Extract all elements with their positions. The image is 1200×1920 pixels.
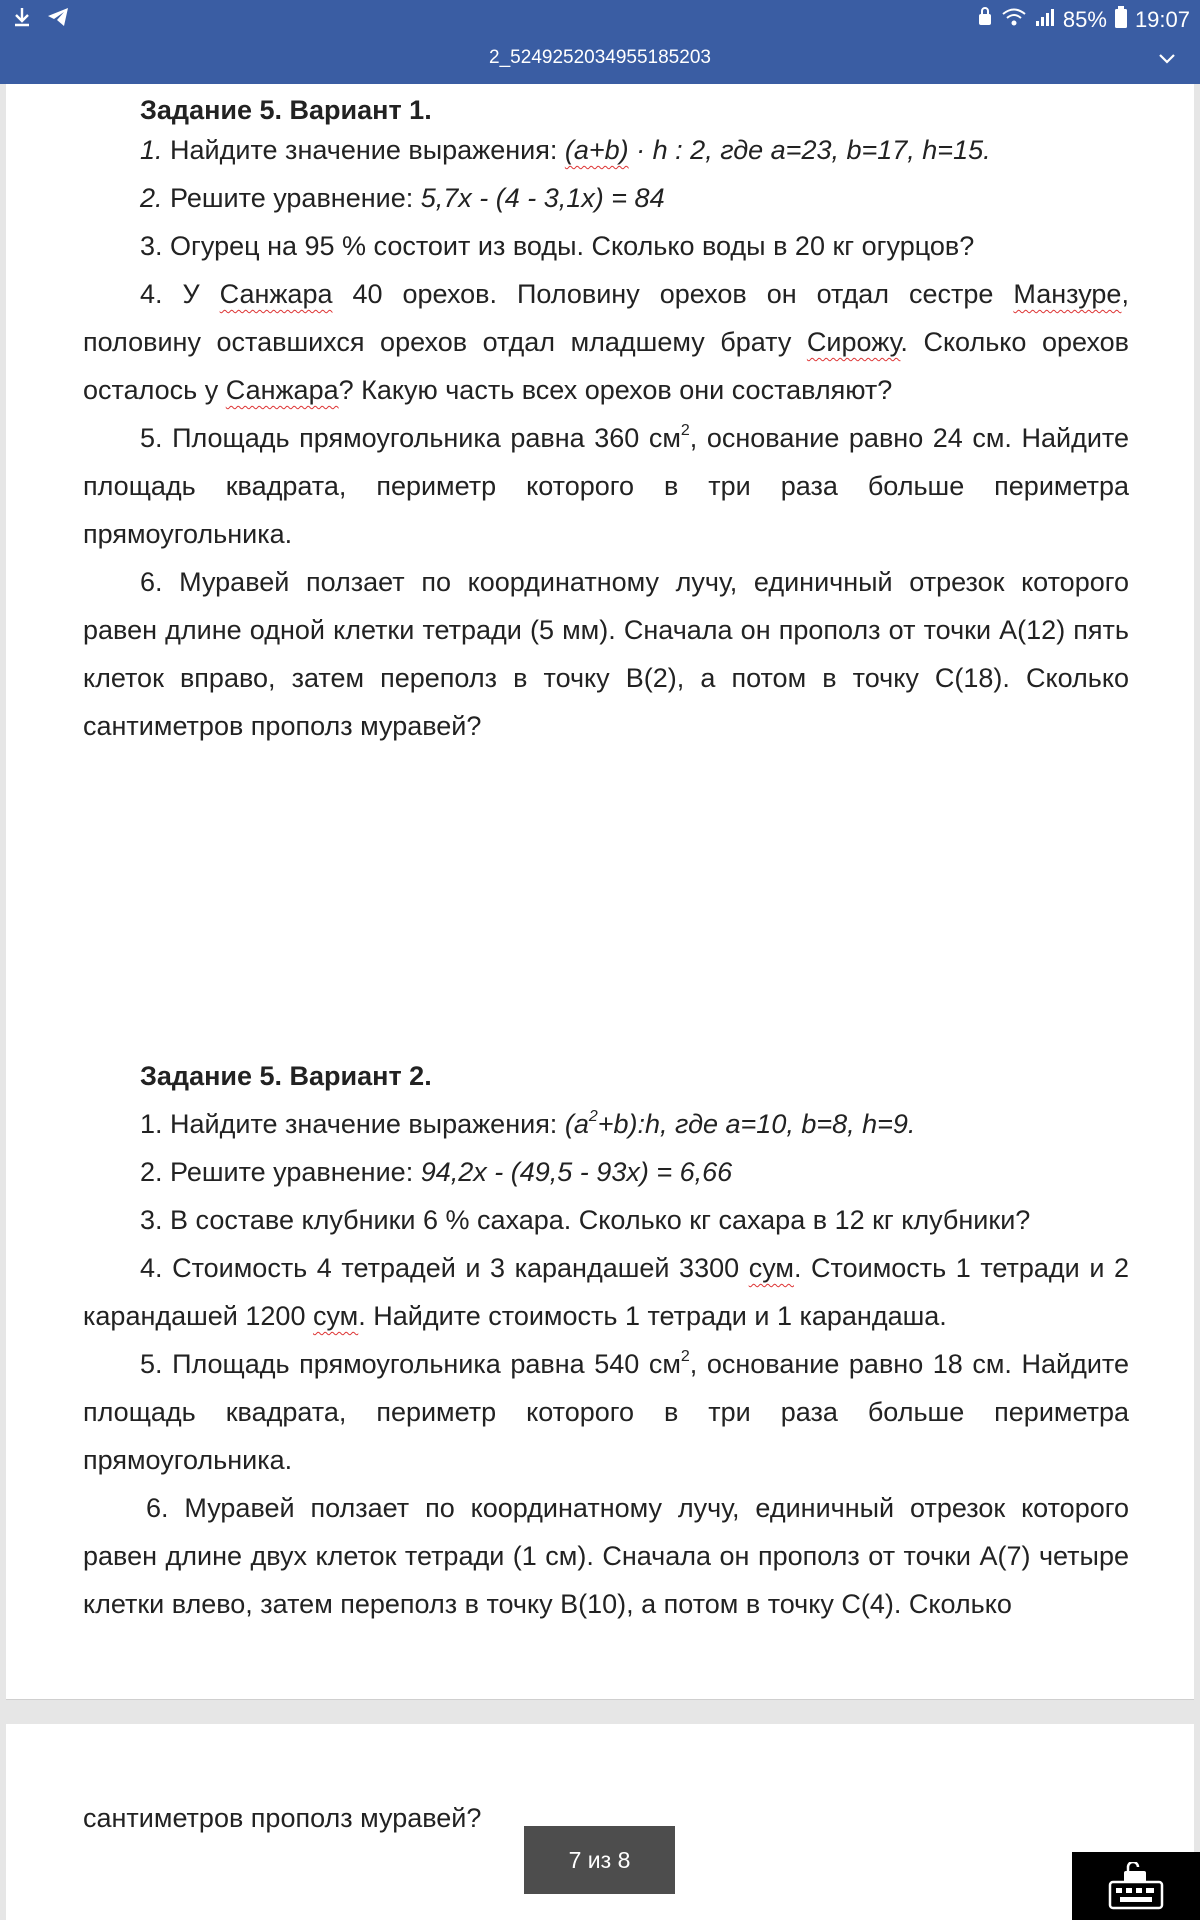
document-title-bar[interactable]	[0, 40, 1200, 84]
variant2-task6-continuation: сантиметров прополз муравей?	[83, 1803, 482, 1833]
document-title: 2_5249252034955185203	[489, 47, 711, 68]
signal-icon	[1035, 7, 1055, 33]
variant1-task4: 4. У Санжара 40 орехов. Половину орехов он отдал сестре Манзуре, половину оставшихся орехов отдал младшему брату Сирожу. Сколько орехов осталось у Санжара? Какую часть всех орехов они составляют?	[83, 279, 1129, 405]
variant1-task2: 2. Решите уравнение: 5,7x - (4 - 3,1x) = 84	[140, 183, 665, 213]
variant1-task3: 3. Огурец на 95 % состоит из воды. Сколько воды в 20 кг огурцов?	[140, 231, 975, 261]
chevron-down-icon[interactable]	[1156, 46, 1178, 82]
wifi-icon	[1001, 7, 1027, 33]
variant2-task1: 1. Найдите значение выражения: $(a^2+b):h$, где a=10, b=8, h=9.	[140, 1108, 916, 1139]
clock: 19:07	[1134, 7, 1190, 32]
status-bar	[0, 0, 1200, 40]
variant2-task5: 5. Площадь прямоугольника равна 540 $см^2$, основание равно 18 см. Найдите площадь квадрата, периметр которого в три раза больше периметра прямоугольника.	[83, 1348, 1129, 1475]
variant1-heading: Задание 5. Вариант 1.	[140, 95, 432, 125]
page-indicator: 7 из 8	[524, 1826, 675, 1894]
variant1-task6: 6. Муравей ползает по координатному лучу, единичный отрезок которого равен длине одной клетки тетради (5 мм). Сначала он прополз от точки A(12) пять клеток вправо, затем переполз в точку B(2), а потом в точку C(18). Сколько сантиметров прополз муравей?	[83, 567, 1129, 741]
vpn-key-icon	[977, 7, 993, 33]
variant2-task4: 4. Стоимость 4 тетрадей и 3 карандашей 3300 сум. Стоимость 1 тетради и 2 карандашей 1200 сум. Найдите стоимость 1 тетради и 1 карандаша.	[83, 1253, 1129, 1331]
battery-icon	[1115, 6, 1127, 34]
variant1-task5: 5. Площадь прямоугольника равна 360 $см^2$, основание равно 24 см. Найдите площадь квадрата, периметр которого в три раза больше периметра прямоугольника.	[83, 422, 1129, 549]
edit-mode-button[interactable]	[1072, 1852, 1200, 1920]
keyboard-unlock-icon	[1106, 1862, 1166, 1912]
variant2-task6: 6. Муравей ползает по координатному лучу, единичный отрезок которого равен длине двух клеток тетради (1 см). Сначала он прополз от точки A(7) четыре клетки влево, затем переполз в точку B(10), а потом в точку C(4). Сколько	[83, 1493, 1129, 1619]
variant1-task1: 1. Найдите значение выражения: (a+b) · h : 2, где a=23, b=17, h=15.	[140, 135, 991, 165]
battery-percent: 85%	[1062, 7, 1107, 32]
variant2-heading: Задание 5. Вариант 2.	[140, 1061, 432, 1091]
download-icon	[12, 6, 32, 33]
document-page-7	[6, 84, 1194, 1700]
variant2-task2: 2. Решите уравнение: 94,2x - (49,5 - 93x) = 6,66	[140, 1157, 733, 1187]
telegram-icon	[46, 6, 70, 33]
variant2-task3: 3. В составе клубники 6 % сахара. Сколько кг сахара в 12 кг клубники?	[140, 1205, 1031, 1235]
